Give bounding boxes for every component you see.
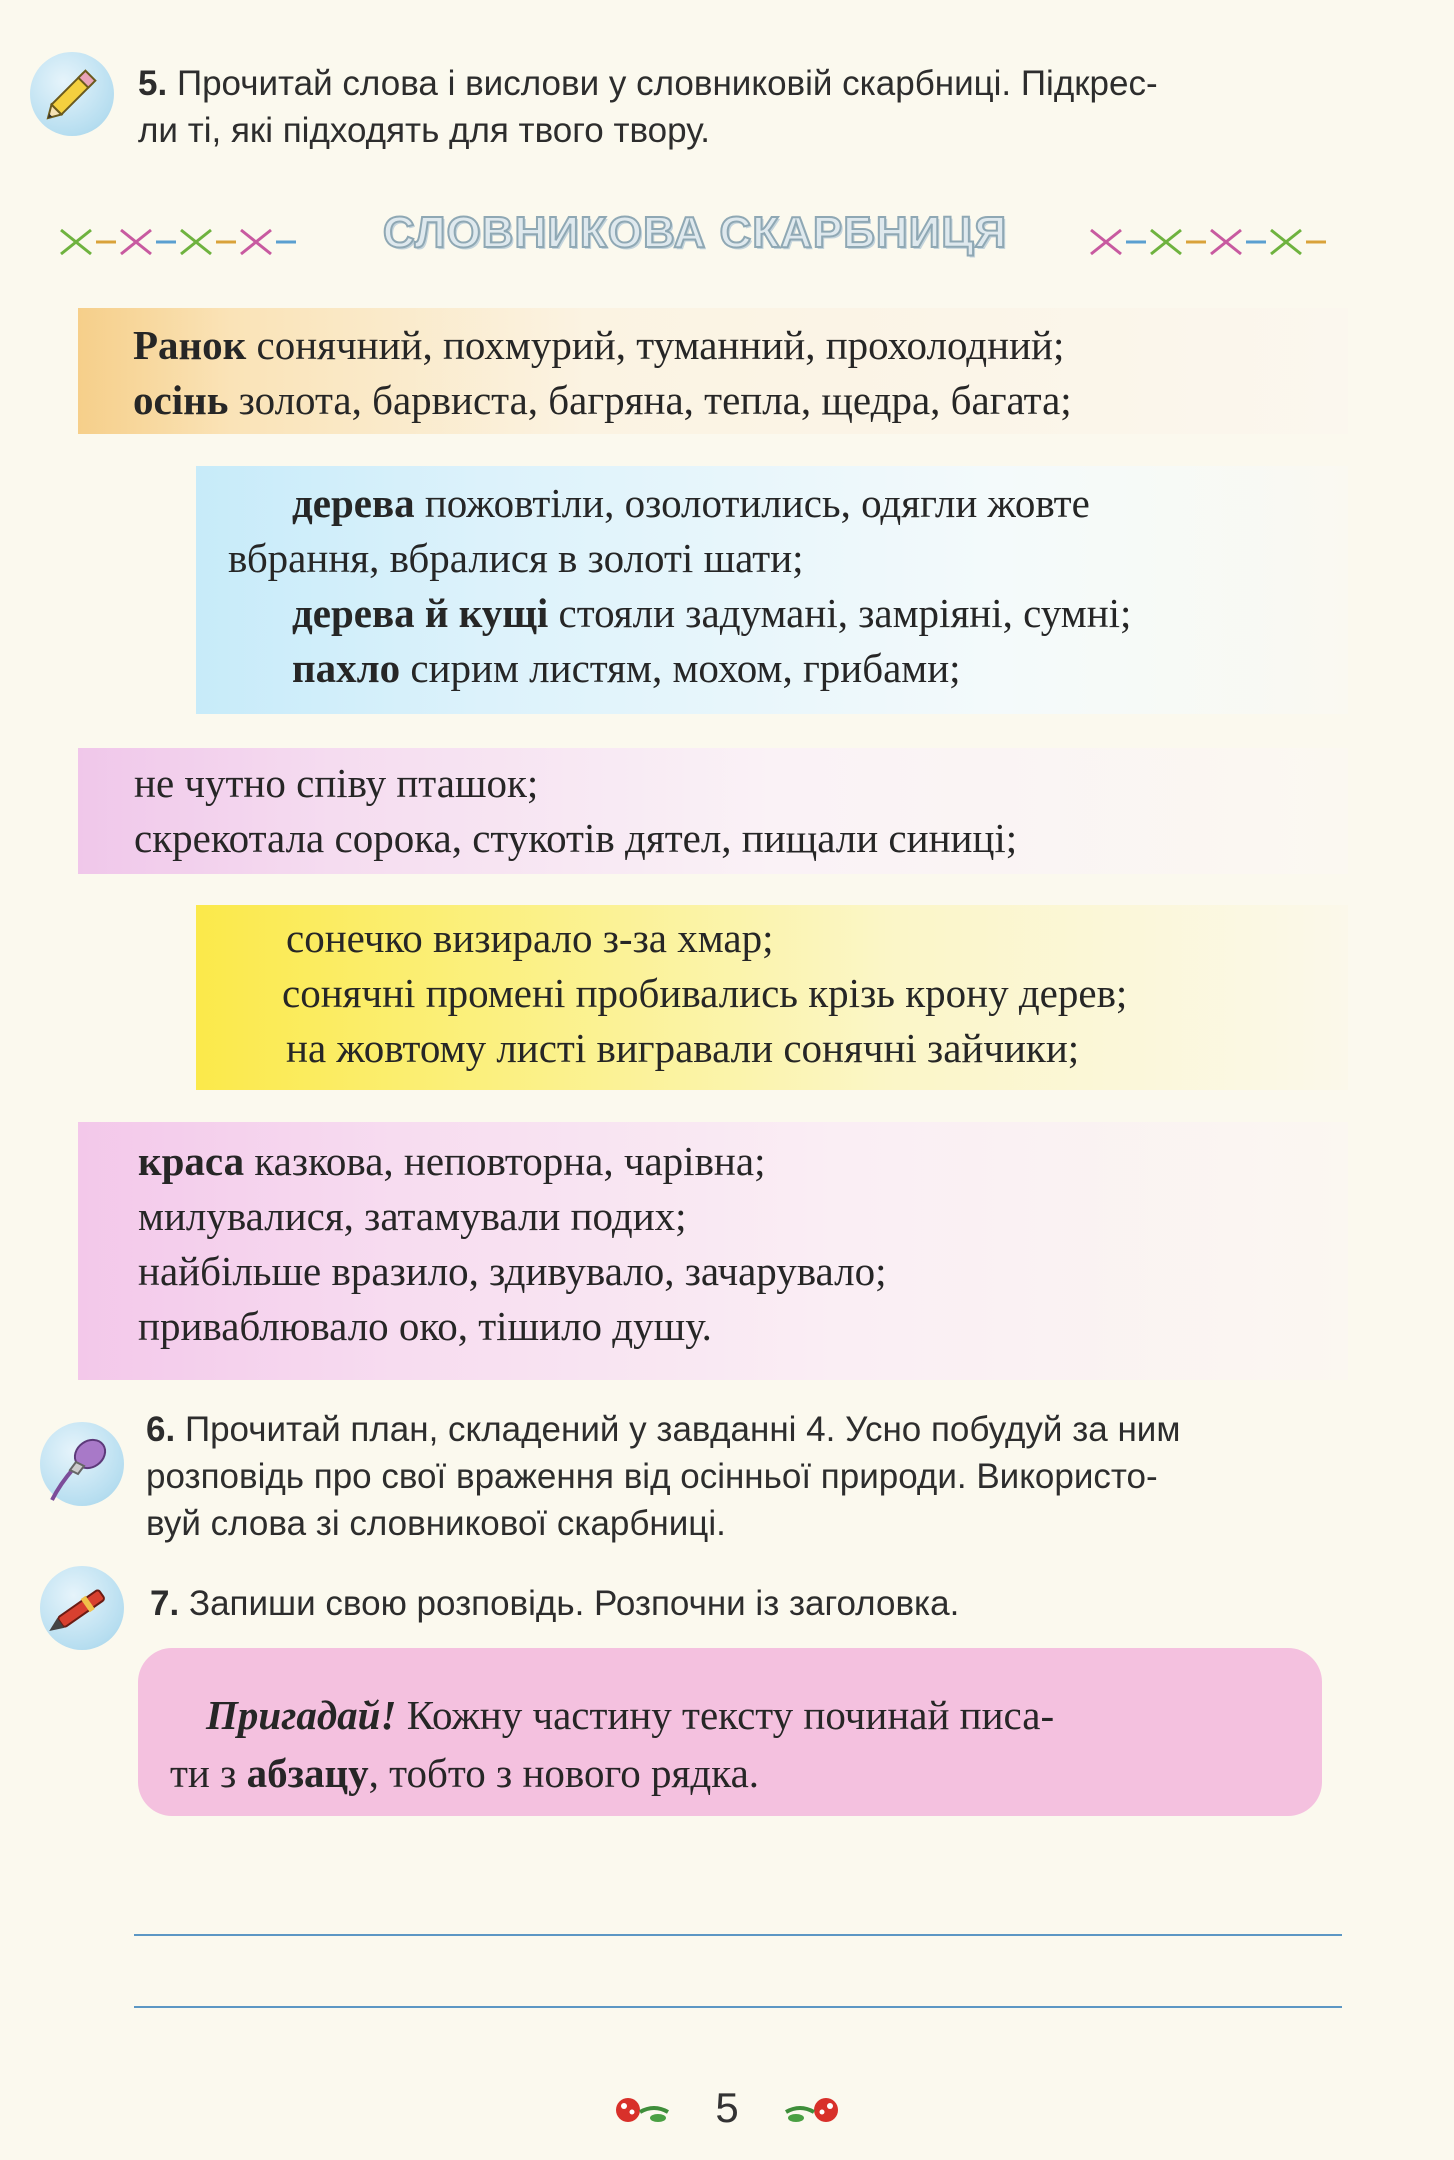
- vocab-line: сонячні промені пробивались крізь крону дерев;: [282, 970, 1128, 1016]
- vocab-line: [292, 641, 961, 696]
- vocab-text: стояли задумані, замріяні, сумні;: [548, 590, 1132, 636]
- pen-icon-circle: [40, 1566, 124, 1650]
- task-5-line2: ли ті, які підходять для твого твору.: [138, 111, 710, 150]
- vocab-group-trees: [196, 466, 1348, 714]
- vocab-line: на жовтому листі вигравали сонячні зайчики;: [286, 1025, 1080, 1071]
- right-flower-icon: [778, 2092, 844, 2128]
- task-7-line1: Запиши свою розповідь. Розпочни із заголовка.: [188, 1584, 960, 1623]
- task-5-number: 5.: [138, 64, 168, 103]
- task-5: [138, 60, 1368, 154]
- vocab-line: вбрання, вбралися в золоті шати;: [228, 535, 804, 581]
- vocab-line: сонечко визирало з-за хмар;: [286, 915, 774, 961]
- task-6: [146, 1406, 1366, 1547]
- microphone-icon-circle: [40, 1422, 124, 1506]
- writing-line[interactable]: [134, 2006, 1342, 2008]
- remember-keyword: абзацу: [246, 1750, 369, 1796]
- remember-note: [138, 1648, 1322, 1816]
- pencil-icon-circle: [30, 52, 114, 136]
- task-7: [150, 1580, 1350, 1627]
- vocab-key: Ранок: [133, 322, 247, 368]
- remember-line2-rest: , тобто з нового рядка.: [368, 1750, 760, 1796]
- vocab-line: скрекотала сорока, стукотів дятел, пищали синиці;: [134, 815, 1018, 861]
- right-ornament: [1086, 222, 1336, 262]
- task-6-number: 6.: [146, 1410, 176, 1449]
- vocab-group-sun: [196, 905, 1348, 1090]
- vocab-key: пахло: [292, 645, 401, 691]
- task-6-line2: розповідь про свої враження від осінньої природи. Використо-: [146, 1457, 1158, 1496]
- vocab-text: казкова, неповторна, чарівна;: [244, 1138, 766, 1184]
- remember-line1: Кожну частину тексту починай писа-: [396, 1692, 1055, 1738]
- vocab-line: найбільше вразило, здивувало, зачарувало;: [138, 1248, 887, 1294]
- task-7-number: 7.: [150, 1584, 180, 1623]
- vocab-line: [133, 318, 1064, 373]
- vocab-text: пожовтіли, озолотились, одягли жовте: [414, 480, 1090, 526]
- vocab-text: сонячний, похмурий, туманний, прохолодний;: [246, 322, 1065, 368]
- vocab-line: [133, 373, 1072, 428]
- vocab-key: дерева й кущі: [292, 590, 549, 636]
- left-ornament: [56, 222, 306, 262]
- vocab-text: золота, барвиста, багряна, тепла, щедра, багата;: [228, 377, 1072, 423]
- remember-lead: Пригадай!: [206, 1692, 397, 1738]
- treasury-title: СЛОВНИКОВА СКАРБНИЦЯ: [382, 208, 1008, 257]
- vocab-line: приваблювало око, тішило душу.: [138, 1303, 712, 1349]
- vocab-key: краса: [138, 1138, 245, 1184]
- vocab-key: дерева: [292, 480, 415, 526]
- task-5-line1: Прочитай слова і вислови у словниковій скарбниці. Підкрес-: [176, 64, 1158, 103]
- vocab-text: сирим листям, мохом, грибами;: [400, 645, 961, 691]
- task-6-line1: Прочитай план, складений у завданні 4. Усно побудуй за ним: [184, 1410, 1181, 1449]
- remember-line2-start: ти з: [170, 1750, 247, 1796]
- vocab-key: осінь: [133, 377, 229, 423]
- task-6-line3: вуй слова зі словникової скарбниці.: [146, 1504, 726, 1543]
- pen-icon: [40, 1566, 124, 1650]
- vocab-line: [292, 586, 1131, 641]
- vocab-line: [292, 476, 1090, 531]
- vocab-group-morning: [78, 308, 1348, 434]
- writing-line[interactable]: [134, 1934, 1342, 1936]
- vocab-line: милувалися, затамували подих;: [138, 1193, 687, 1239]
- microphone-icon: [40, 1422, 124, 1506]
- pencil-icon: [30, 52, 114, 136]
- vocab-line: не чутно співу пташок;: [134, 760, 539, 806]
- vocab-group-beauty: [78, 1122, 1348, 1380]
- remember-text: [170, 1686, 1300, 1802]
- page-number: 5: [715, 2084, 739, 2131]
- vocab-line: [138, 1134, 765, 1189]
- vocab-group-birds: [78, 748, 1348, 874]
